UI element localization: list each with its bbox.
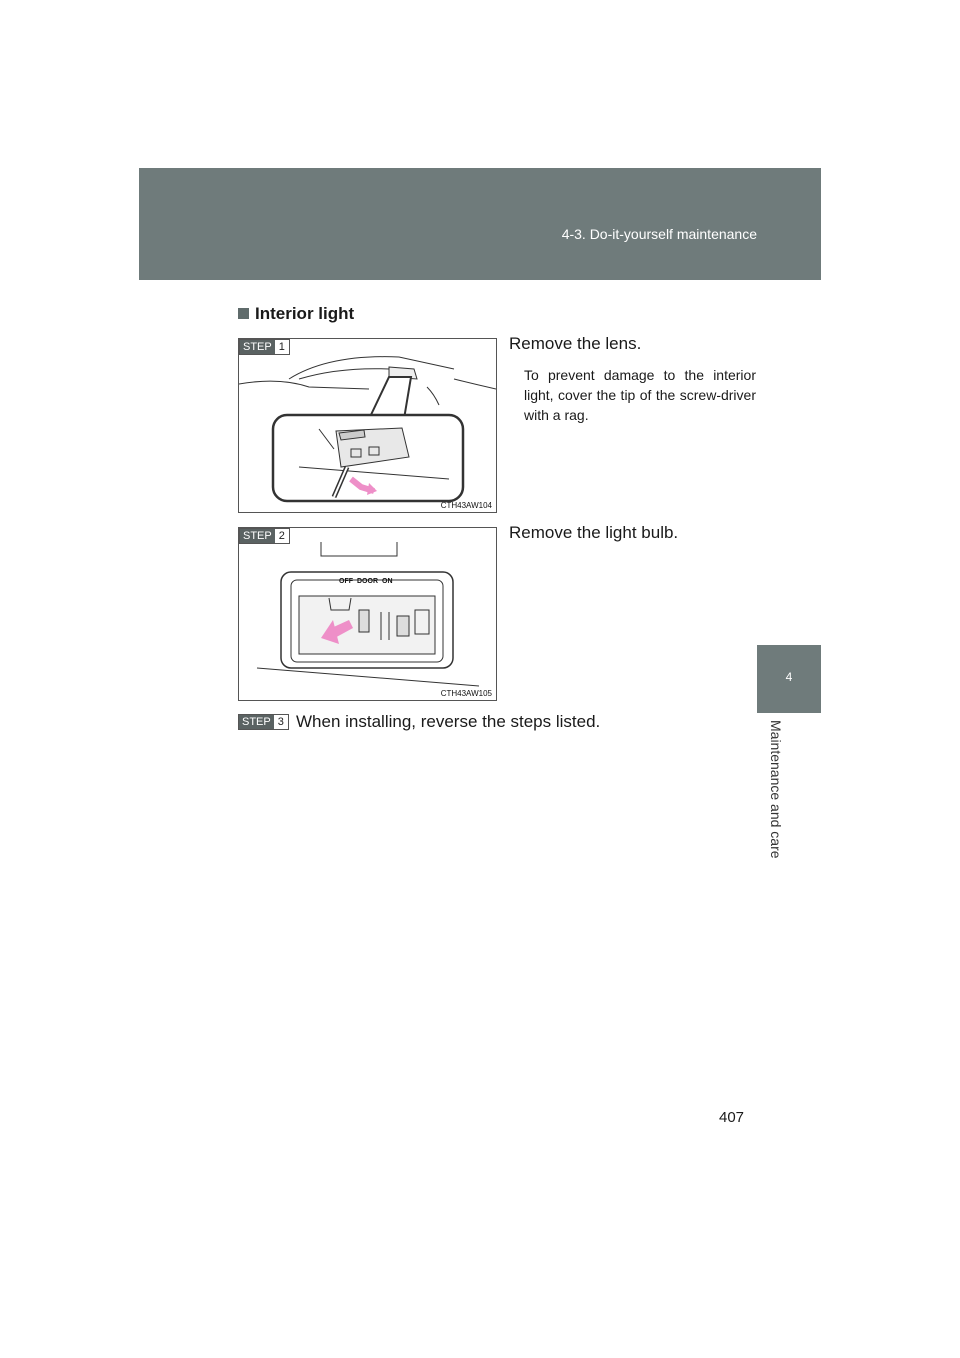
- step-label: STEP: [240, 529, 275, 543]
- square-bullet-icon: [238, 308, 249, 319]
- page-number: 407: [719, 1109, 745, 1126]
- page-header: [139, 168, 821, 280]
- chapter-label: [768, 720, 788, 870]
- step-badge-3: [238, 714, 289, 730]
- step-number: 2: [275, 529, 289, 543]
- step-2-text: Remove the light bulb.: [509, 523, 679, 542]
- switch-labels: [239, 528, 496, 700]
- interior-light-lens-illustration: [239, 339, 496, 512]
- switch-label-on: ON: [382, 578, 393, 585]
- switch-label-door: DOOR: [357, 578, 378, 585]
- figure-code: CTH43AW105: [440, 689, 492, 698]
- section-title: Interior light: [255, 304, 355, 323]
- step-1-text: Remove the lens.: [509, 334, 642, 353]
- figure-step-1: [238, 338, 497, 513]
- step-number: 3: [274, 715, 288, 729]
- figure-code: CTH43AW104: [440, 501, 492, 510]
- figure-step-2: [238, 527, 497, 701]
- chapter-label-text: Maintenance and care: [768, 720, 784, 859]
- switch-label-off: OFF: [339, 578, 353, 585]
- header-title: 4-3. Do-it-yourself maintenance: [561, 226, 757, 242]
- section-heading: [238, 304, 354, 324]
- chapter-number: 4: [785, 670, 793, 684]
- chapter-tab: [757, 645, 821, 713]
- step-number: 1: [275, 340, 289, 354]
- step-3-text: When installing, reverse the steps listed.: [296, 712, 601, 731]
- step-1-note: To prevent damage to the interior light, cover the tip of the screw-driver with a rag.: [524, 367, 756, 423]
- step-label: STEP: [239, 715, 274, 729]
- step-label: STEP: [240, 340, 275, 354]
